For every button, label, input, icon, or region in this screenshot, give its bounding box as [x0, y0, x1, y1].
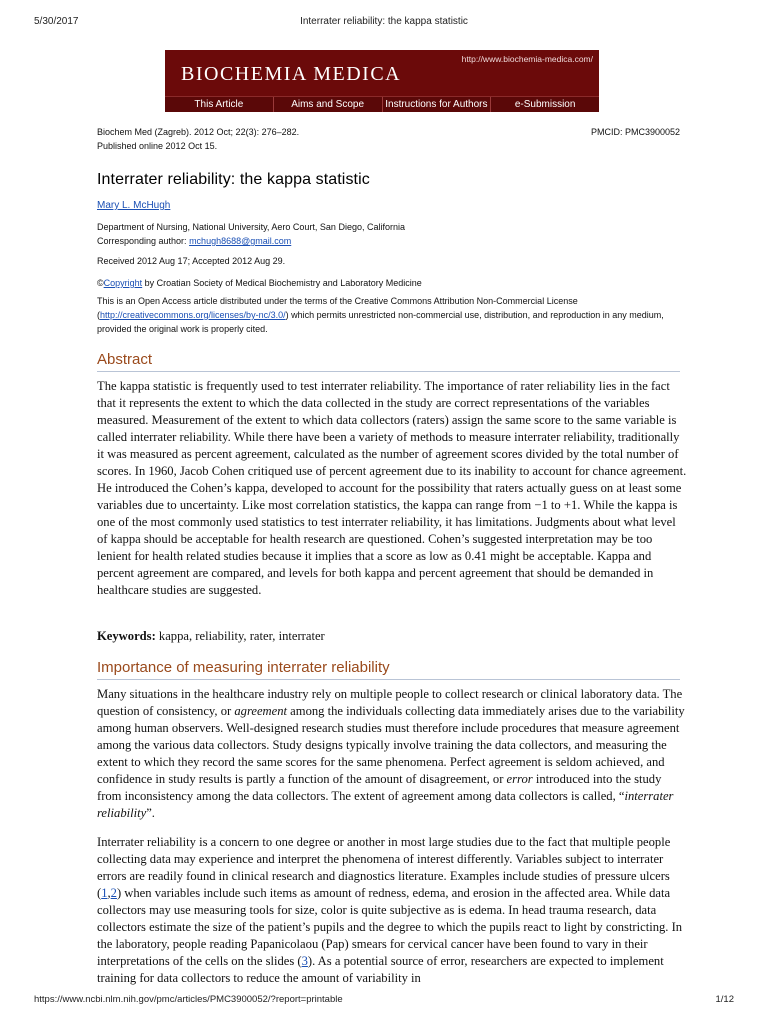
p1-em-agreement: agreement: [234, 704, 288, 718]
copyright-text: by Croatian Society of Medical Biochemistry and Laboratory Medicine: [142, 278, 422, 288]
license-link[interactable]: http://creativecommons.org/licenses/by-nc/3.0/: [100, 310, 286, 320]
p2-text-c: ). As a potential source of error, researchers are expected to implement training for data collectors to reduce the amount of variability in: [97, 954, 664, 985]
page-number: 1/12: [715, 994, 734, 1005]
copyright: [97, 276, 680, 290]
p2-text-a: Interrater reliability is a concern to one degree or another in most large studies due to the fact that multiple people collecting data may experience and interpret the phenomena of interest differently. Variables subject to interrater errors are readily found in clinical research and diagnostics literature. Examples include studies of pressure ulcers (: [97, 835, 671, 900]
ref-link-3[interactable]: 3: [301, 954, 308, 968]
print-footer: [34, 994, 734, 1008]
corresponding-label: Corresponding author:: [97, 236, 190, 246]
keywords-list: kappa, reliability, rater, interrater: [155, 629, 325, 643]
p1-text-c: introduced into the study from inconsistency among the data collectors. The extent of agreement among data collectors is called, “: [97, 772, 662, 803]
journal-nav: [165, 96, 599, 112]
affiliation: Department of Nursing, National University, Aero Court, San Diego, California: [97, 222, 405, 232]
nav-aims-scope[interactable]: Aims and Scope: [274, 97, 383, 112]
citation-journal: Biochem Med (Zagreb). 2012 Oct; 22(3): 276–282.: [97, 127, 300, 137]
paragraph-2: [97, 834, 689, 987]
abstract-text: The kappa statistic is frequently used to test interrater reliability. The importance of rater reliability lies in the fact that it represents the extent to which the data collected in the study are correct representations of the variables measured. Measurement of the extent to which data collectors (raters) assign the same score to the same variable is called interrater reliability. While there have been a variety of methods to measure interrater reliability, traditionally it was measured as percent agreement, calculated as the number of agreement scores divided by the total number of scores. In 1960, Jacob Cohen critiqued use of percent agreement due to its inability to account for chance agreement. He introduced the Cohen’s kappa, developed to account for the possibility that raters actually guess on at least some variables due to uncertainty. Like most correlation statistics, the kappa can range from −1 to +1. While the kappa is one of the most commonly used statistics to test interrater reliability, it has limitations. Judgments about what level of kappa should be acceptable for health research are questioned. Cohen’s suggested interpretation may be too lenient for health related studies because it implies that a score as low as 0.41 might be acceptable. Kappa and percent agreement are compared, and levels for both kappa and percent agreement that should be demanded in healthcare studies are suggested.: [97, 379, 687, 597]
citation-block: [97, 125, 680, 153]
license: [97, 294, 680, 336]
journal-logo: BIOCHEMIA MEDICA: [181, 63, 402, 85]
nav-this-article[interactable]: This Article: [165, 97, 274, 112]
keywords: [97, 628, 689, 645]
abstract-heading: Abstract: [97, 351, 680, 372]
p1-text-b: among the individuals collecting data immediately arises due to the variability among human observers. Well-designed research studies must therefore include procedures that measure agreement among the various data collectors. Study designs typically involve training the data collectors, and measuring the extent to which they record the same scores for the same phenomena. Perfect agreement is seldom achieved, and confidence in study results is partly a function of the amount of disagreement, or: [97, 704, 685, 786]
article-title: Interrater reliability: the kappa statistic: [97, 171, 370, 188]
nav-instructions-authors[interactable]: Instructions for Authors: [383, 97, 492, 112]
p1-text-d: ”.: [146, 806, 155, 820]
p1-text-a: Many situations in the healthcare industry rely on multiple people to collect research or clinical laboratory data. The question of consistency, or: [97, 687, 683, 718]
received-dates: Received 2012 Aug 17; Accepted 2012 Aug 29.: [97, 256, 286, 266]
affiliation-block: [97, 220, 680, 248]
ref-link-1[interactable]: 1: [101, 886, 108, 900]
p2-comma: ,: [107, 886, 111, 900]
copyright-symbol: ©: [97, 278, 104, 288]
p1-em-error: error: [506, 772, 533, 786]
print-title: Interrater reliability: the kappa statistic: [300, 16, 468, 27]
author-link[interactable]: Mary L. McHugh: [97, 200, 171, 211]
footer-url: https://www.ncbi.nlm.nih.gov/pmc/articles/PMC3900052/?report=printable: [34, 994, 343, 1005]
pmcid: PMCID: PMC3900052: [590, 127, 680, 137]
license-text-2: ) which permits unrestricted non-commercial use, distribution, and reproduction in any medium, provided the original work is properly cited.: [97, 310, 664, 334]
ref-link-2[interactable]: 2: [110, 886, 117, 900]
journal-url[interactable]: http://www.biochemia-medica.com/: [461, 54, 593, 64]
keywords-label: Keywords:: [97, 629, 156, 643]
copyright-link[interactable]: Copyright: [103, 278, 143, 288]
journal-banner: [165, 50, 599, 112]
corresponding-author: [97, 234, 680, 248]
license-text-1: This is an Open Access article distributed under the terms of the Creative Commons Attribution Non-Commercial License (: [97, 296, 578, 320]
email-link[interactable]: mchugh8688@gmail.com: [189, 236, 292, 246]
citation-published: Published online 2012 Oct 15.: [97, 141, 218, 151]
nav-e-submission[interactable]: e-Submission: [514, 99, 576, 110]
p1-em-interrater: interrater reliability: [97, 789, 674, 820]
importance-heading: Importance of measuring interrater reliability: [97, 659, 680, 680]
paragraph-1: [97, 686, 689, 822]
p2-text-b: ) when variables include such items as amount of redness, edema, and erosion in the affected area. While data collectors may use measuring tools for size, color is quite subjective as is edema. In head trauma research, data collectors estimate the size of the patient’s pupils and the degree to which the pupils react to light by constricting. In the laboratory, people reading Papanicolaou (Pap) smears for cervical cancer have been found to vary in their interpretations of the cells on the slides (: [97, 886, 683, 968]
print-date: 5/30/2017: [34, 16, 79, 27]
print-header: [34, 16, 734, 30]
